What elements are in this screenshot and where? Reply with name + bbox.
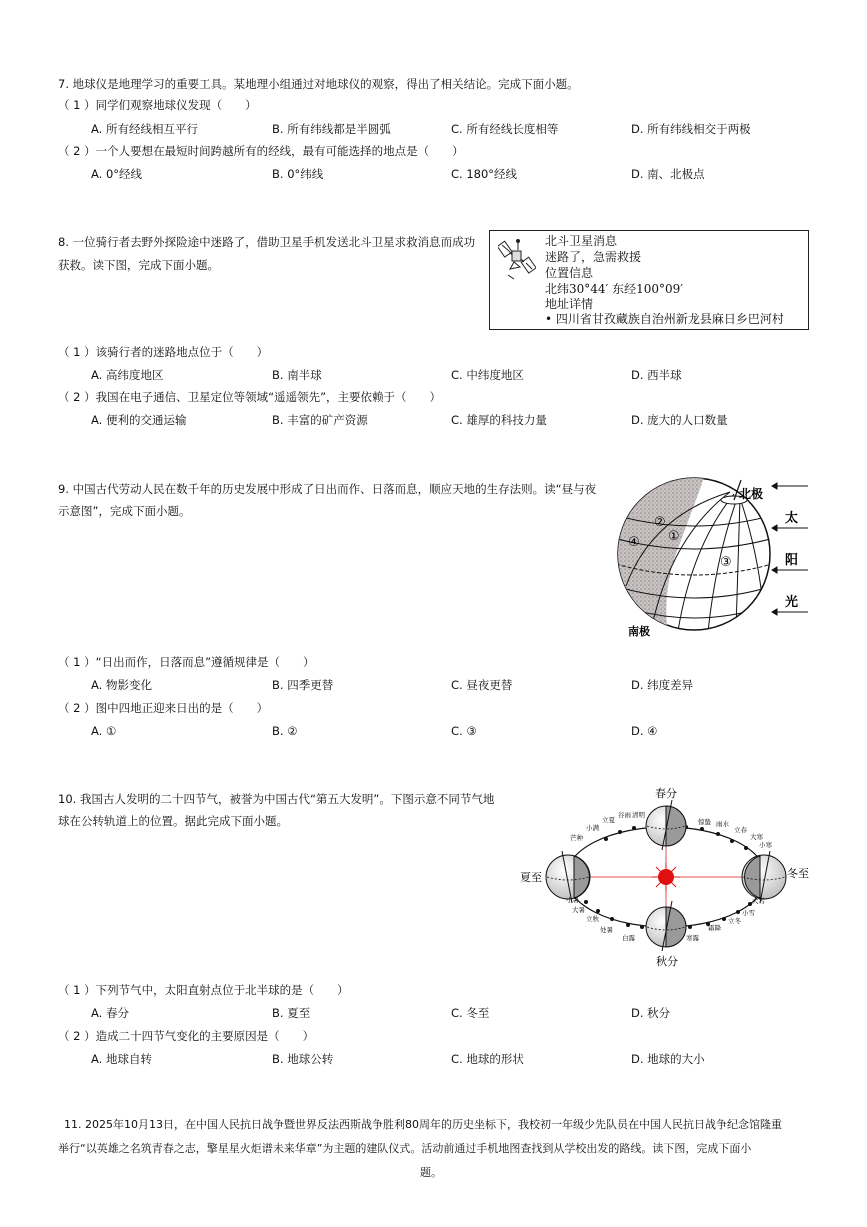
term-hanlu: 寒露 — [686, 934, 699, 942]
q10-sub1-option-a[interactable]: A. 春分 — [91, 1006, 129, 1020]
q10-sub2-option-d[interactable]: D. 地球的大小 — [631, 1052, 705, 1066]
message-text: 迷路了，急需救援 — [545, 250, 642, 264]
q8-sub2-stem: （ 2 ）我国在电子通信、卫星定位等领域“遥遥领先”，主要依赖于（ ） — [58, 390, 442, 404]
q10-sub2-stem: （ 2 ）造成二十四节气变化的主要原因是（ ） — [58, 1029, 315, 1043]
q8-intro-line2: 获救。读下图，完成下面小题。 — [58, 258, 219, 272]
term-xiaoman: 小满 — [586, 824, 599, 832]
term-bailu: 白露 — [622, 934, 635, 942]
q10-sub2-option-c[interactable]: C. 地球的形状 — [451, 1052, 524, 1066]
term-xiaoxue: 小雪 — [742, 909, 755, 917]
q7-sub1-stem: （ 1 ）同学们观察地球仪发现（ ） — [58, 98, 257, 112]
q10-intro-line1: 10. 我国古人发明的二十四节气，被誉为中国古代“第五大发明”。下图示意不同节气地 — [58, 792, 495, 806]
term-xiaohan: 小寒 — [759, 841, 772, 849]
term-lixia: 立夏 — [602, 816, 615, 824]
q7-sub2-option-b[interactable]: B. 0°纬线 — [272, 167, 324, 181]
autumn-equinox-label: 秋分 — [656, 955, 678, 968]
q8-sub2-option-b[interactable]: B. 丰富的矿产资源 — [272, 413, 368, 427]
q10-sub1-option-c[interactable]: C. 冬至 — [451, 1006, 490, 1020]
solar-terms-orbit-figure — [514, 784, 812, 970]
point-1-label: ① — [668, 529, 680, 544]
q10-intro-line2: 球在公转轨道上的位置。据此完成下面小题。 — [58, 814, 288, 828]
q9-sub2-option-d[interactable]: D. ④ — [631, 724, 658, 738]
term-liqiu: 立秋 — [586, 915, 599, 923]
term-daxue: 大雪 — [752, 897, 765, 905]
q9-intro-line1: 9. 中国古代劳动人民在数千年的历史发展中形成了日出而作、日落而息，顺应天地的生存法则。读“昼与夜 — [58, 482, 597, 496]
south-pole-label: 南极 — [628, 625, 650, 638]
term-jingzhe: 惊蛰 — [698, 818, 711, 826]
point-4-label: ④ — [628, 535, 640, 550]
term-shuangjiang: 霜降 — [708, 924, 721, 932]
q7-sub1-option-a[interactable]: A. 所有经线相互平行 — [91, 122, 198, 136]
term-lidong: 立冬 — [728, 917, 741, 925]
q9-sub2-stem: （ 2 ）图中四地正迎来日出的是（ ） — [58, 701, 269, 715]
q8-sub1-stem: （ 1 ）该骑行者的迷路地点位于（ ） — [58, 345, 269, 359]
message-title: 北斗卫星消息 — [545, 234, 618, 248]
day-night-globe-figure — [612, 476, 810, 640]
term-qingming: 清明 — [632, 811, 645, 819]
beidou-message-box — [489, 230, 809, 330]
q7-intro: 7. 地球仪是地理学习的重要工具。某地理小组通过对地球仪的观察，得出了相关结论。完成下面小题。 — [58, 77, 579, 91]
q9-intro-line2: 示意图”，完成下面小题。 — [58, 504, 191, 518]
q8-sub1-option-b[interactable]: B. 南半球 — [272, 368, 322, 382]
q7-sub1-option-d[interactable]: D. 所有纬线相交于两极 — [631, 122, 751, 136]
term-dashu: 大暑 — [572, 906, 585, 914]
q9-sub1-option-d[interactable]: D. 纬度差异 — [631, 678, 694, 692]
q10-sub1-stem: （ 1 ）下列节气中，太阳直射点位于北半球的是（ ） — [58, 983, 349, 997]
address-label: 地址详情 — [545, 297, 594, 311]
location-label: 位置信息 — [545, 266, 594, 280]
term-chushu: 处暑 — [600, 926, 613, 934]
sunlight-label-3: 光 — [785, 595, 799, 610]
term-lichun: 立春 — [734, 826, 747, 834]
q7-sub2-option-c[interactable]: C. 180°经线 — [451, 167, 518, 181]
q7-sub2-option-a[interactable]: A. 0°经线 — [91, 167, 143, 181]
point-3-label: ③ — [720, 555, 732, 570]
q8-sub2-option-c[interactable]: C. 雄厚的科技力量 — [451, 413, 547, 427]
q9-sub2-option-a[interactable]: A. ① — [91, 724, 117, 738]
q9-sub1-option-a[interactable]: A. 物影变化 — [91, 678, 152, 692]
term-guyu: 谷雨 — [618, 811, 631, 819]
sunlight-label-2: 阳 — [785, 553, 799, 568]
q10-sub1-option-d[interactable]: D. 秋分 — [631, 1006, 671, 1020]
q11-line3: 题。 — [420, 1166, 442, 1179]
q7-sub1-option-b[interactable]: B. 所有纬线都是半圆弧 — [272, 122, 391, 136]
q10-sub1-option-b[interactable]: B. 夏至 — [272, 1006, 311, 1020]
point-2-label: ② — [654, 515, 666, 530]
q11-line2: 举行“以英雄之名筑青春之志，擎星星火炬谱未来华章”为主题的建队仪式。活动前通过手机地图查找到从学校出发的路线。读下图，完成下面小 — [58, 1142, 752, 1155]
coordinates: 北纬30°44′ 东经100°09′ — [545, 282, 683, 296]
term-yushui: 雨水 — [716, 820, 729, 828]
sunlight-label-1: 太 — [785, 511, 799, 526]
north-pole-label: 北极 — [739, 487, 764, 501]
q9-sub2-option-c[interactable]: C. ③ — [451, 724, 477, 738]
term-mangzhong: 芒种 — [570, 834, 583, 842]
spring-equinox-label: 春分 — [655, 787, 677, 800]
q7-sub2-stem: （ 2 ）一个人要想在最短时间跨越所有的经线，最有可能选择的地点是（ ） — [58, 144, 464, 158]
address-detail: • 四川省甘孜藏族自治州新龙县麻日乡巴河村 — [545, 312, 784, 326]
winter-solstice-label: 冬至 — [787, 867, 809, 880]
q7-sub1-option-c[interactable]: C. 所有经线长度相等 — [451, 122, 559, 136]
q9-sub1-stem: （ 1 ）“日出而作，日落而息”遵循规律是（ ） — [58, 655, 315, 669]
satellite-icon — [498, 237, 536, 281]
sun-icon — [652, 863, 680, 891]
term-dahan: 大寒 — [750, 833, 763, 841]
q10-sub2-option-b[interactable]: B. 地球公转 — [272, 1052, 334, 1066]
summer-solstice-label: 夏至 — [520, 871, 542, 884]
term-xiaoshu: 小暑 — [566, 896, 579, 904]
q8-sub1-option-a[interactable]: A. 高纬度地区 — [91, 368, 164, 382]
q8-sub1-option-d[interactable]: D. 西半球 — [631, 368, 682, 382]
q8-sub2-option-d[interactable]: D. 庞大的人口数量 — [631, 413, 728, 427]
q9-sub1-option-b[interactable]: B. 四季更替 — [272, 678, 334, 692]
q10-sub2-option-a[interactable]: A. 地球自转 — [91, 1052, 152, 1066]
q11-line1: 11. 2025年10月13日，在中国人民抗日战争暨世界反法西斯战争胜利80周年的历史坐标下，我校初一年级少先队员在中国人民抗日战争纪念馆隆重 — [64, 1118, 782, 1131]
q8-sub1-option-c[interactable]: C. 中纬度地区 — [451, 368, 524, 382]
q8-intro-line1: 8. 一位骑行者去野外探险途中迷路了，借助卫星手机发送北斗卫星求救消息而成功 — [58, 235, 476, 249]
q9-sub2-option-b[interactable]: B. ② — [272, 724, 298, 738]
q8-sub2-option-a[interactable]: A. 便利的交通运输 — [91, 413, 187, 427]
q7-sub2-option-d[interactable]: D. 南、北极点 — [631, 167, 705, 181]
q9-sub1-option-c[interactable]: C. 昼夜更替 — [451, 678, 513, 692]
